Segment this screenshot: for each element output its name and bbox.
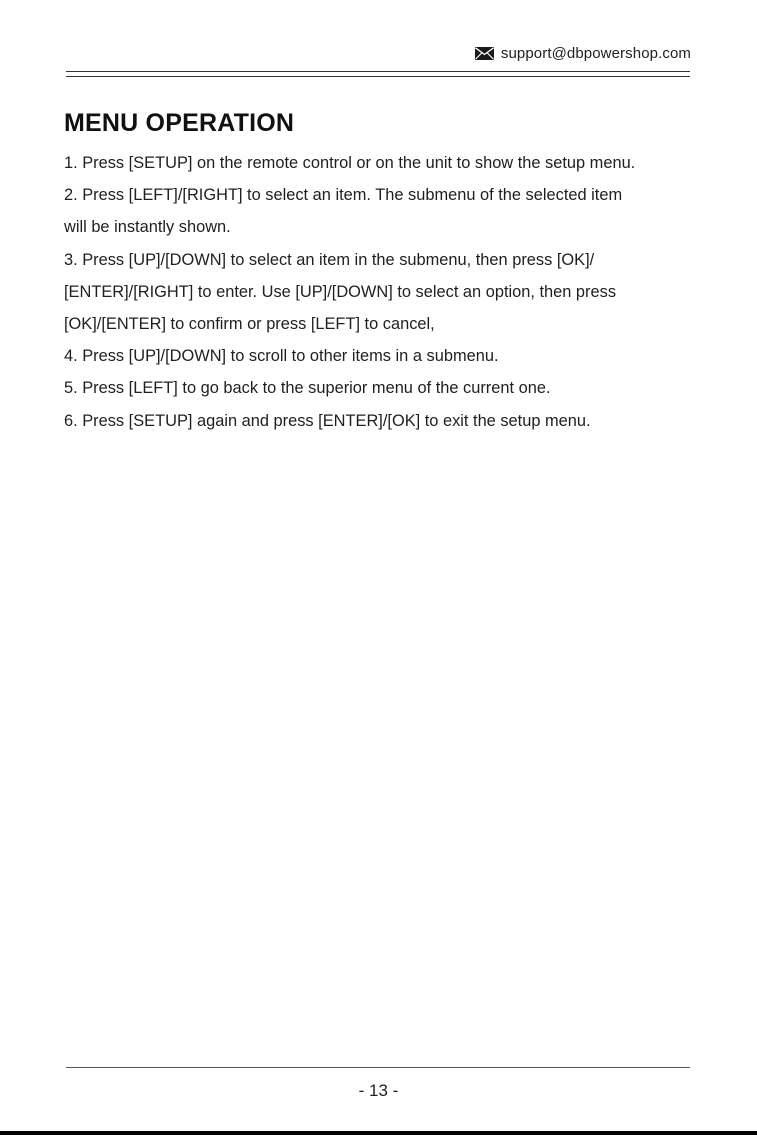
instruction-line: 6. Press [SETUP] again and press [ENTER]/[OK] to exit the setup menu. — [64, 411, 591, 430]
page-header — [66, 42, 691, 64]
instruction-line: 3. Press [UP]/[DOWN] to select an item in the submenu, then press [OK]/ — [64, 250, 595, 269]
instruction-line: will be instantly shown. — [64, 218, 231, 237]
page-content — [64, 105, 724, 437]
footer-divider — [66, 1067, 690, 1068]
instruction-line: 2. Press [LEFT]/[RIGHT] to select an item. The submenu of the selected item — [64, 186, 623, 205]
envelope-icon — [475, 47, 494, 60]
page-number: - 13 - — [358, 1081, 399, 1100]
instruction-line: [ENTER]/[RIGHT] to enter. Use [UP]/[DOWN] to select an option, then press — [64, 282, 617, 301]
support-email-text: support@dbpowershop.com — [500, 44, 691, 62]
instruction-line: [OK]/[ENTER] to confirm or press [LEFT] to cancel, — [64, 315, 435, 334]
page-title: MENU OPERATION — [64, 109, 295, 137]
page-bottom-edge — [0, 1131, 757, 1135]
instruction-line: 1. Press [SETUP] on the remote control or on the unit to show the setup menu. — [64, 154, 636, 172]
instruction-line: 5. Press [LEFT] to go back to the superior menu of the current one. — [64, 379, 551, 398]
instruction-line: 4. Press [UP]/[DOWN] to scroll to other items in a submenu. — [64, 347, 499, 366]
header-divider — [66, 71, 690, 77]
support-email — [475, 45, 691, 62]
instructions — [64, 147, 724, 437]
